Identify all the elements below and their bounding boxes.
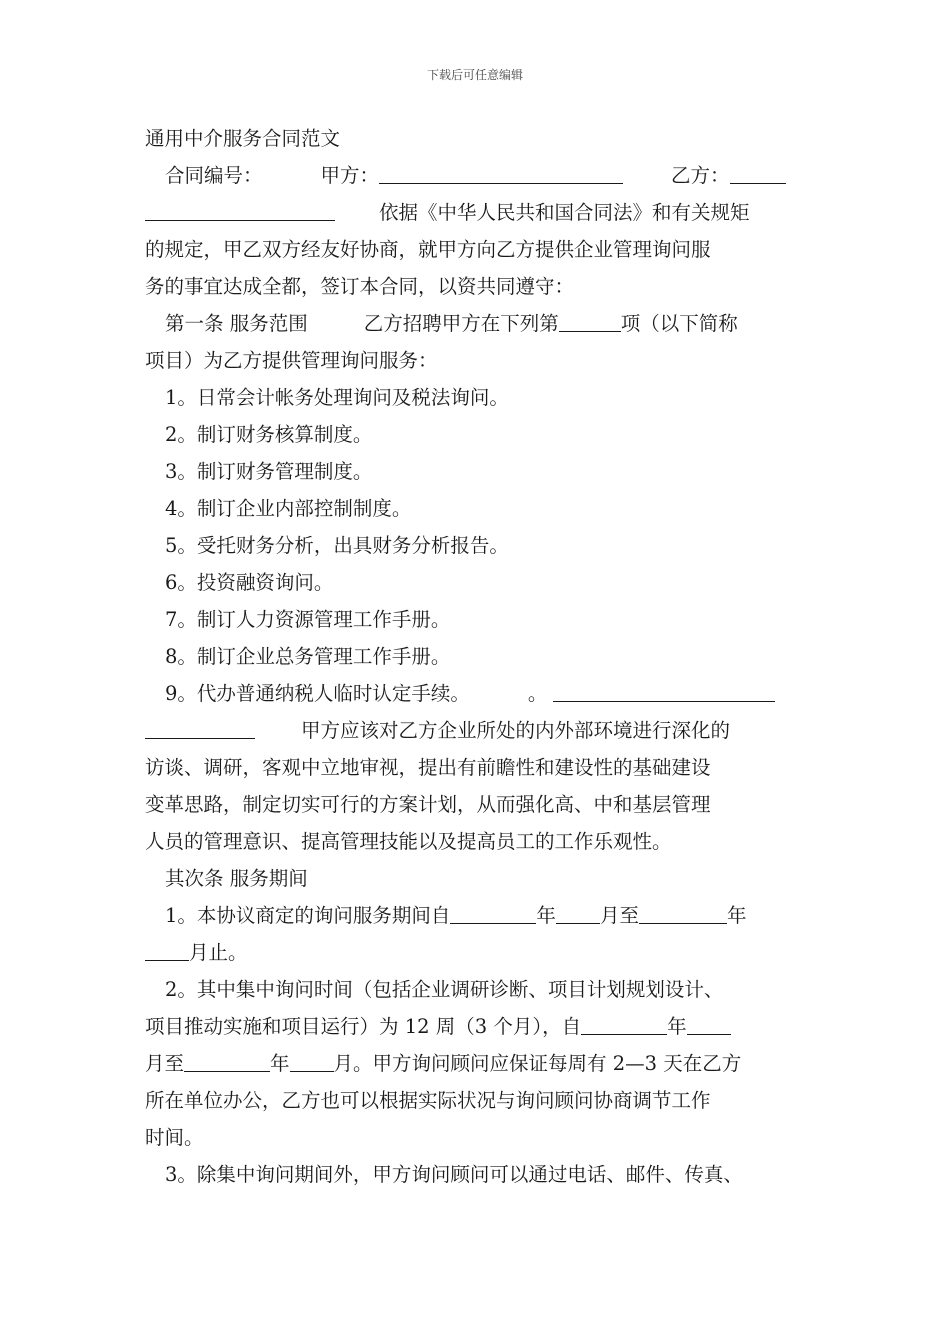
- paragraph-line: 项目）为乙方提供管理询问服务：: [145, 349, 438, 372]
- paragraph-line: 2。其中集中询问时间（包括企业调研诊断、项目计划规划设计、: [165, 978, 724, 1001]
- end-year-blank: [639, 898, 727, 924]
- paragraph-line: 人员的管理意识、提高管理技能以及提高员工的工作乐观性。: [145, 830, 672, 853]
- start-month-blank: [556, 898, 600, 924]
- list-item: 3。制订财务管理制度。: [165, 460, 373, 483]
- year-label: 年: [270, 1052, 290, 1075]
- service-period-end-line: [145, 934, 825, 971]
- paragraph-line: 所在单位办公，乙方也可以根据实际状况与询问顾问协商调节工作: [145, 1089, 711, 1112]
- month-to-label: 月至: [599, 904, 639, 927]
- list-item: 5。受托财务分析，出具财务分析报告。: [165, 534, 509, 557]
- month-end-label: 月止。: [189, 941, 248, 964]
- paragraph-2-text: 甲方应该对乙方企业所处的内外部环境进行深化的: [301, 719, 731, 742]
- list-item: 8。制订企业总务管理工作手册。: [165, 645, 451, 668]
- paragraph-2-first-line: [145, 712, 825, 749]
- list-item: 2。制订财务核算制度。: [165, 423, 373, 446]
- list-item-9-line: [145, 675, 825, 712]
- article-1-title: 第一条 服务范围: [165, 312, 308, 335]
- consult-time-text-tail: 月。甲方询问顾问应保证每周有 2—3 天在乙方: [333, 1052, 742, 1075]
- list-item: 9。代办普通纳税人临时认定手续。: [165, 682, 470, 705]
- service-period-line: [145, 897, 825, 934]
- consult-start-year-blank: [581, 1009, 667, 1035]
- party-b-blank-cont: [145, 195, 335, 221]
- service-period-text: 1。本协议商定的询问服务期间自: [165, 904, 451, 927]
- year-label: 年: [536, 904, 556, 927]
- basis-line: [145, 194, 825, 231]
- consult-time-line-2: [145, 1045, 825, 1082]
- paragraph-line: 的规定，甲乙双方经友好协商，就甲方向乙方提供企业管理询问服: [145, 238, 711, 261]
- item-9-tail: 。: [527, 682, 548, 705]
- year-label: 年: [726, 904, 747, 927]
- basis-text: 依据《中华人民共和国合同法》和有关规矩: [379, 201, 750, 224]
- contract-number-label: 合同编号：: [165, 164, 263, 187]
- party-b-label: 乙方：: [671, 164, 730, 187]
- party-b-blank: [730, 158, 786, 184]
- start-year-blank: [450, 898, 536, 924]
- item-number-blank: [559, 306, 621, 332]
- article-1-text: 乙方招聘甲方在下列第: [363, 312, 559, 335]
- year-label: 年: [667, 1015, 687, 1038]
- paragraph-line: 变革思路，制定切实可行的方案计划，从而强化高、中和基层管理: [145, 793, 711, 816]
- article-2-title: 其次条 服务期间: [165, 867, 308, 890]
- consult-time-line: [145, 1008, 825, 1045]
- month-to-label: 月至: [145, 1052, 185, 1075]
- consult-time-text: 项目推动实施和项目运行）为 12 周（3 个月），自: [145, 1015, 582, 1038]
- party-a-label: 甲方：: [320, 164, 380, 187]
- item-10-blank-cont: [145, 713, 255, 739]
- paragraph-line: 务的事宜达成全都，签订本合同，以资共同遵守：: [145, 275, 575, 298]
- article-1-line: [145, 305, 825, 342]
- list-item: 4。制订企业内部控制制度。: [165, 497, 412, 520]
- item-10-blank: [553, 676, 775, 702]
- document-title: 通用中介服务合同范文: [145, 127, 341, 150]
- consult-start-month-blank: [687, 1009, 731, 1035]
- paragraph-line: 3。除集中询问期间外，甲方询问顾问可以通过电话、邮件、传真、: [165, 1163, 743, 1186]
- article-1-text-tail: 项（以下简称: [620, 312, 738, 335]
- party-a-blank: [379, 158, 623, 184]
- consult-end-year-blank: [184, 1046, 270, 1072]
- page-header-note: 下载后可任意编辑: [426, 68, 523, 82]
- paragraph-line: 时间。: [145, 1126, 204, 1149]
- contract-parties-line: [145, 157, 825, 194]
- list-item: 7。制订人力资源管理工作手册。: [165, 608, 451, 631]
- list-item: 1。日常会计帐务处理询问及税法询问。: [165, 386, 509, 409]
- consult-end-month-blank: [290, 1046, 334, 1072]
- end-month-blank: [145, 935, 189, 961]
- contract-body: [145, 120, 825, 1193]
- list-item: 6。投资融资询问。: [165, 571, 334, 594]
- paragraph-line: 访谈、调研，客观中立地审视，提出有前瞻性和建设性的基础建设: [145, 756, 711, 779]
